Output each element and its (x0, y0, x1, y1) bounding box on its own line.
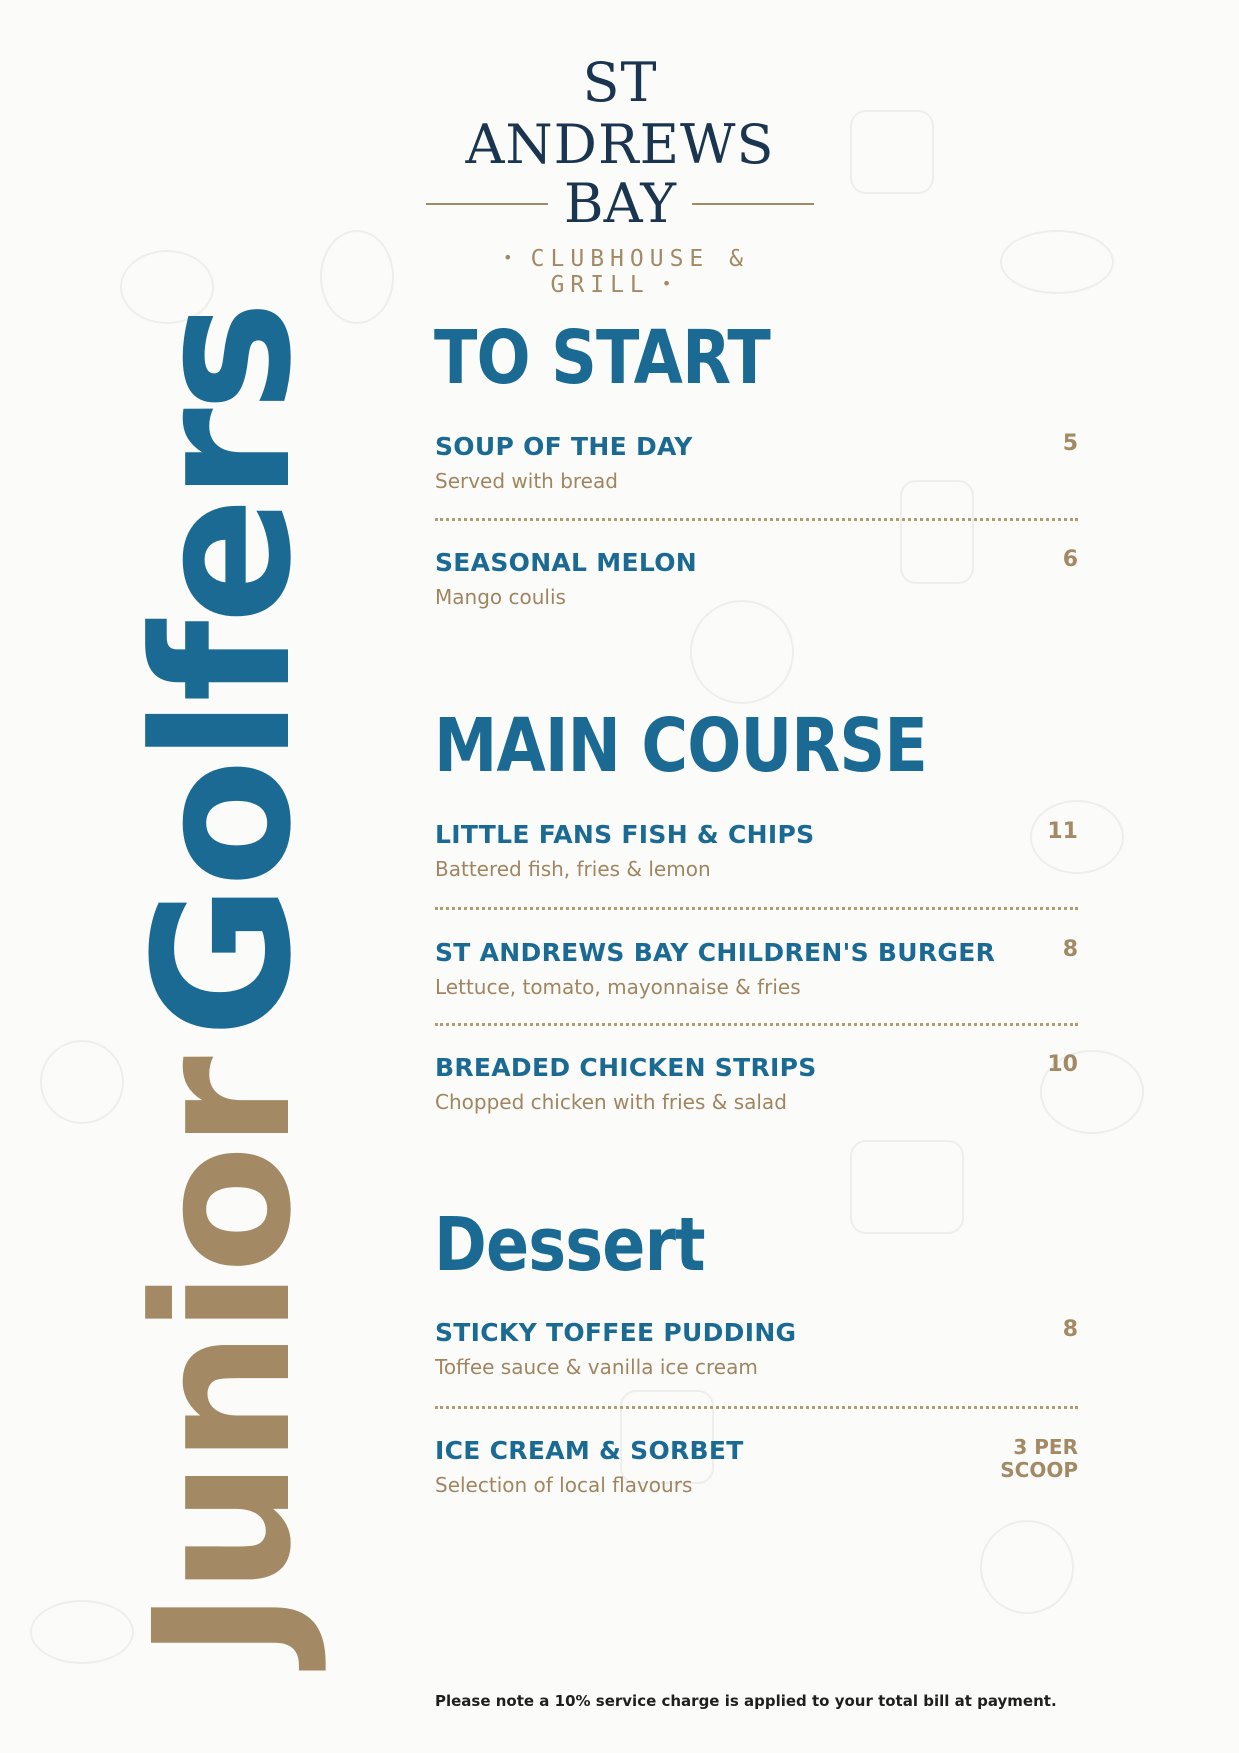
item-price: 11 (1047, 819, 1078, 844)
item-description: Battered fish, fries & lemon (435, 857, 711, 881)
logo-bullet: • (661, 274, 678, 293)
background-doodle (850, 110, 934, 194)
item-name: BREADED CHICKEN STRIPS (435, 1053, 817, 1082)
section-title-main-course: MAIN COURSE (434, 703, 928, 789)
dotted-divider (435, 1023, 1078, 1026)
item-name: ICE CREAM & SORBET (435, 1436, 744, 1465)
menu-item-burger (435, 938, 1078, 1000)
logo-rule-right (692, 203, 814, 205)
background-doodle (850, 1140, 964, 1234)
menu-item-sticky-toffee (435, 1318, 1078, 1380)
item-name: SOUP OF THE DAY (435, 432, 693, 461)
item-name: LITTLE FANS FISH & CHIPS (435, 820, 815, 849)
item-price-line1: 3 PER (1013, 1435, 1078, 1459)
side-title-junior: Junior (114, 1060, 333, 1660)
logo-line2: BAY (563, 172, 677, 235)
menu-item-fish-chips (435, 820, 1078, 882)
item-price: 5 (1062, 431, 1078, 456)
menu-item-melon (435, 548, 1078, 610)
section-title-to-start: TO START (434, 315, 770, 401)
menu-item-chicken-strips (435, 1053, 1078, 1115)
menu-item-soup (435, 432, 1078, 494)
item-name: SEASONAL MELON (435, 548, 697, 577)
service-charge-note: Please note a 10% service charge is applied to your total bill at payment. (435, 1692, 1057, 1710)
item-name: ST ANDREWS BAY CHILDREN'S BURGER (435, 938, 996, 967)
logo-rule-left (426, 203, 548, 205)
dotted-divider (435, 1406, 1078, 1409)
item-price-line2: SCOOP (1000, 1458, 1078, 1482)
item-description: Chopped chicken with fries & salad (435, 1090, 787, 1114)
background-doodle (1000, 230, 1114, 294)
item-description: Mango coulis (435, 585, 566, 609)
item-price: 6 (1062, 547, 1078, 572)
item-description: Toffee sauce & vanilla ice cream (435, 1355, 758, 1379)
logo-subtitle-row (420, 246, 820, 298)
logo (420, 52, 820, 298)
logo-bullet: • (503, 248, 519, 267)
logo-line1: ST ANDREWS (465, 51, 775, 176)
dotted-divider (435, 907, 1078, 910)
background-doodle (980, 1520, 1074, 1614)
item-description: Selection of local flavours (435, 1473, 693, 1497)
item-description: Served with bread (435, 469, 618, 493)
item-price: 10 (1047, 1052, 1078, 1077)
item-price: 8 (1062, 937, 1078, 962)
logo-line2-row (420, 172, 820, 235)
logo-subtitle: CLUBHOUSE & GRILL (530, 246, 749, 298)
side-title (114, 304, 333, 1660)
item-description: Lettuce, tomato, mayonnaise & fries (435, 975, 801, 999)
item-price: 8 (1062, 1317, 1078, 1342)
side-title-golfers: Golfers (114, 304, 333, 1039)
section-title-dessert: Dessert (434, 1202, 705, 1288)
item-name: STICKY TOFFEE PUDDING (435, 1318, 797, 1347)
menu-item-ice-cream (435, 1436, 1078, 1498)
background-doodle (40, 1040, 124, 1124)
dotted-divider (435, 518, 1078, 521)
background-doodle (690, 600, 794, 704)
item-price (1000, 1436, 1078, 1482)
